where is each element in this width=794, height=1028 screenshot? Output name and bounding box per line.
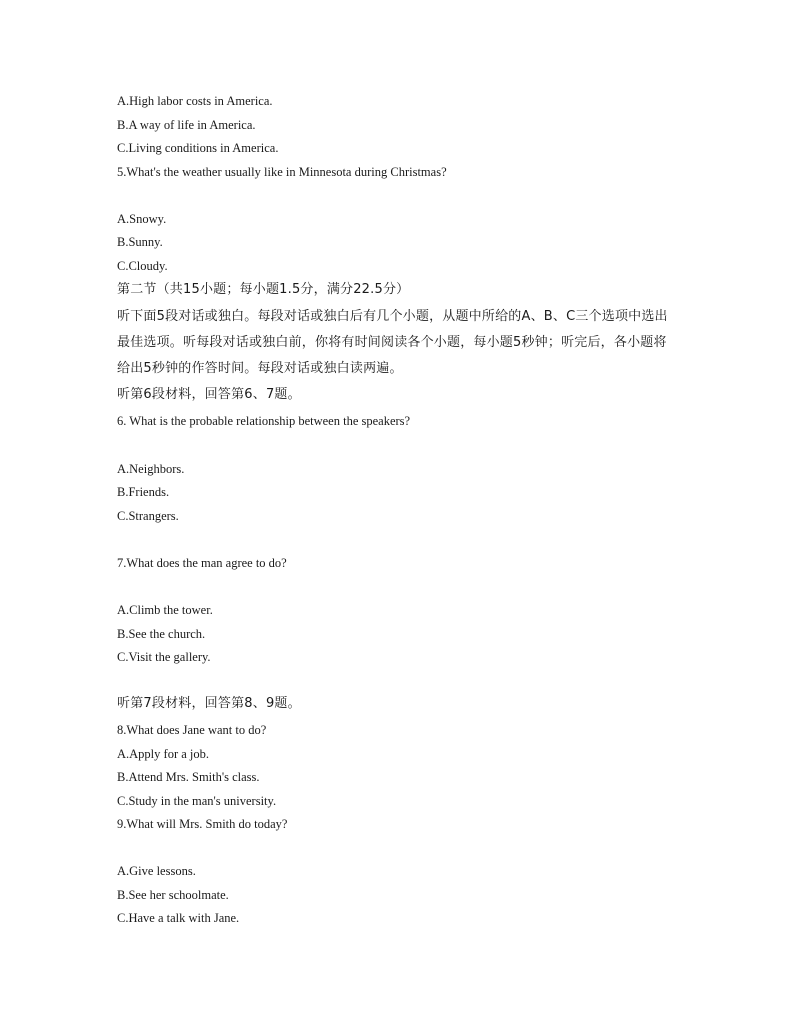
- option-text: B.See the church.: [117, 627, 206, 641]
- option-text: A.Neighbors.: [117, 462, 185, 476]
- option-text: A.Give lessons.: [117, 864, 196, 878]
- question-text: 7.What does the man agree to do?: [117, 556, 287, 570]
- instruction-text: 给出5秒钟的作答时间。每段对话或独白读两遍。: [117, 361, 403, 376]
- option-text: A.Snowy.: [117, 212, 167, 226]
- option-text: C.Have a talk with Jane.: [117, 911, 240, 925]
- question-text: 5.What's the weather usually like in Minnesota during Christmas?: [117, 165, 447, 179]
- instruction-text: 最佳选项。听每段对话或独白前，你将有时间阅读各个小题，每小题5秒钟；听完后，各小题将: [117, 335, 667, 350]
- option-text: C.Strangers.: [117, 509, 179, 523]
- option-text: B.Sunny.: [117, 235, 163, 249]
- option-text: B.Attend Mrs. Smith's class.: [117, 770, 260, 784]
- option-text: C.Cloudy.: [117, 259, 168, 273]
- option-text: A.Apply for a job.: [117, 747, 209, 761]
- question-text: 6. What is the probable relationship between the speakers?: [117, 414, 411, 428]
- option-text: C.Living conditions in America.: [117, 141, 279, 155]
- option-text: B.A way of life in America.: [117, 118, 256, 132]
- option-text: B.Friends.: [117, 485, 170, 499]
- option-text: C.Study in the man's university.: [117, 794, 277, 808]
- instruction-text: 听下面5段对话或独白。每段对话或独白后有几个小题，从题中所给的A、B、C三个选项中选出: [117, 309, 668, 324]
- option-text: A.High labor costs in America.: [117, 94, 273, 108]
- question-text: 9.What will Mrs. Smith do today?: [117, 817, 288, 831]
- question-text: 8.What does Jane want to do?: [117, 723, 267, 737]
- option-text: C.Visit the gallery.: [117, 650, 211, 664]
- material-heading: 听第6段材料，回答第6、7题。: [117, 387, 301, 402]
- material-heading: 听第7段材料，回答第8、9题。: [117, 696, 301, 711]
- option-text: B.See her schoolmate.: [117, 888, 229, 902]
- option-text: A.Climb the tower.: [117, 603, 213, 617]
- section-heading: 第二节（共15小题；每小题1.5分，满分22.5分）: [117, 282, 410, 297]
